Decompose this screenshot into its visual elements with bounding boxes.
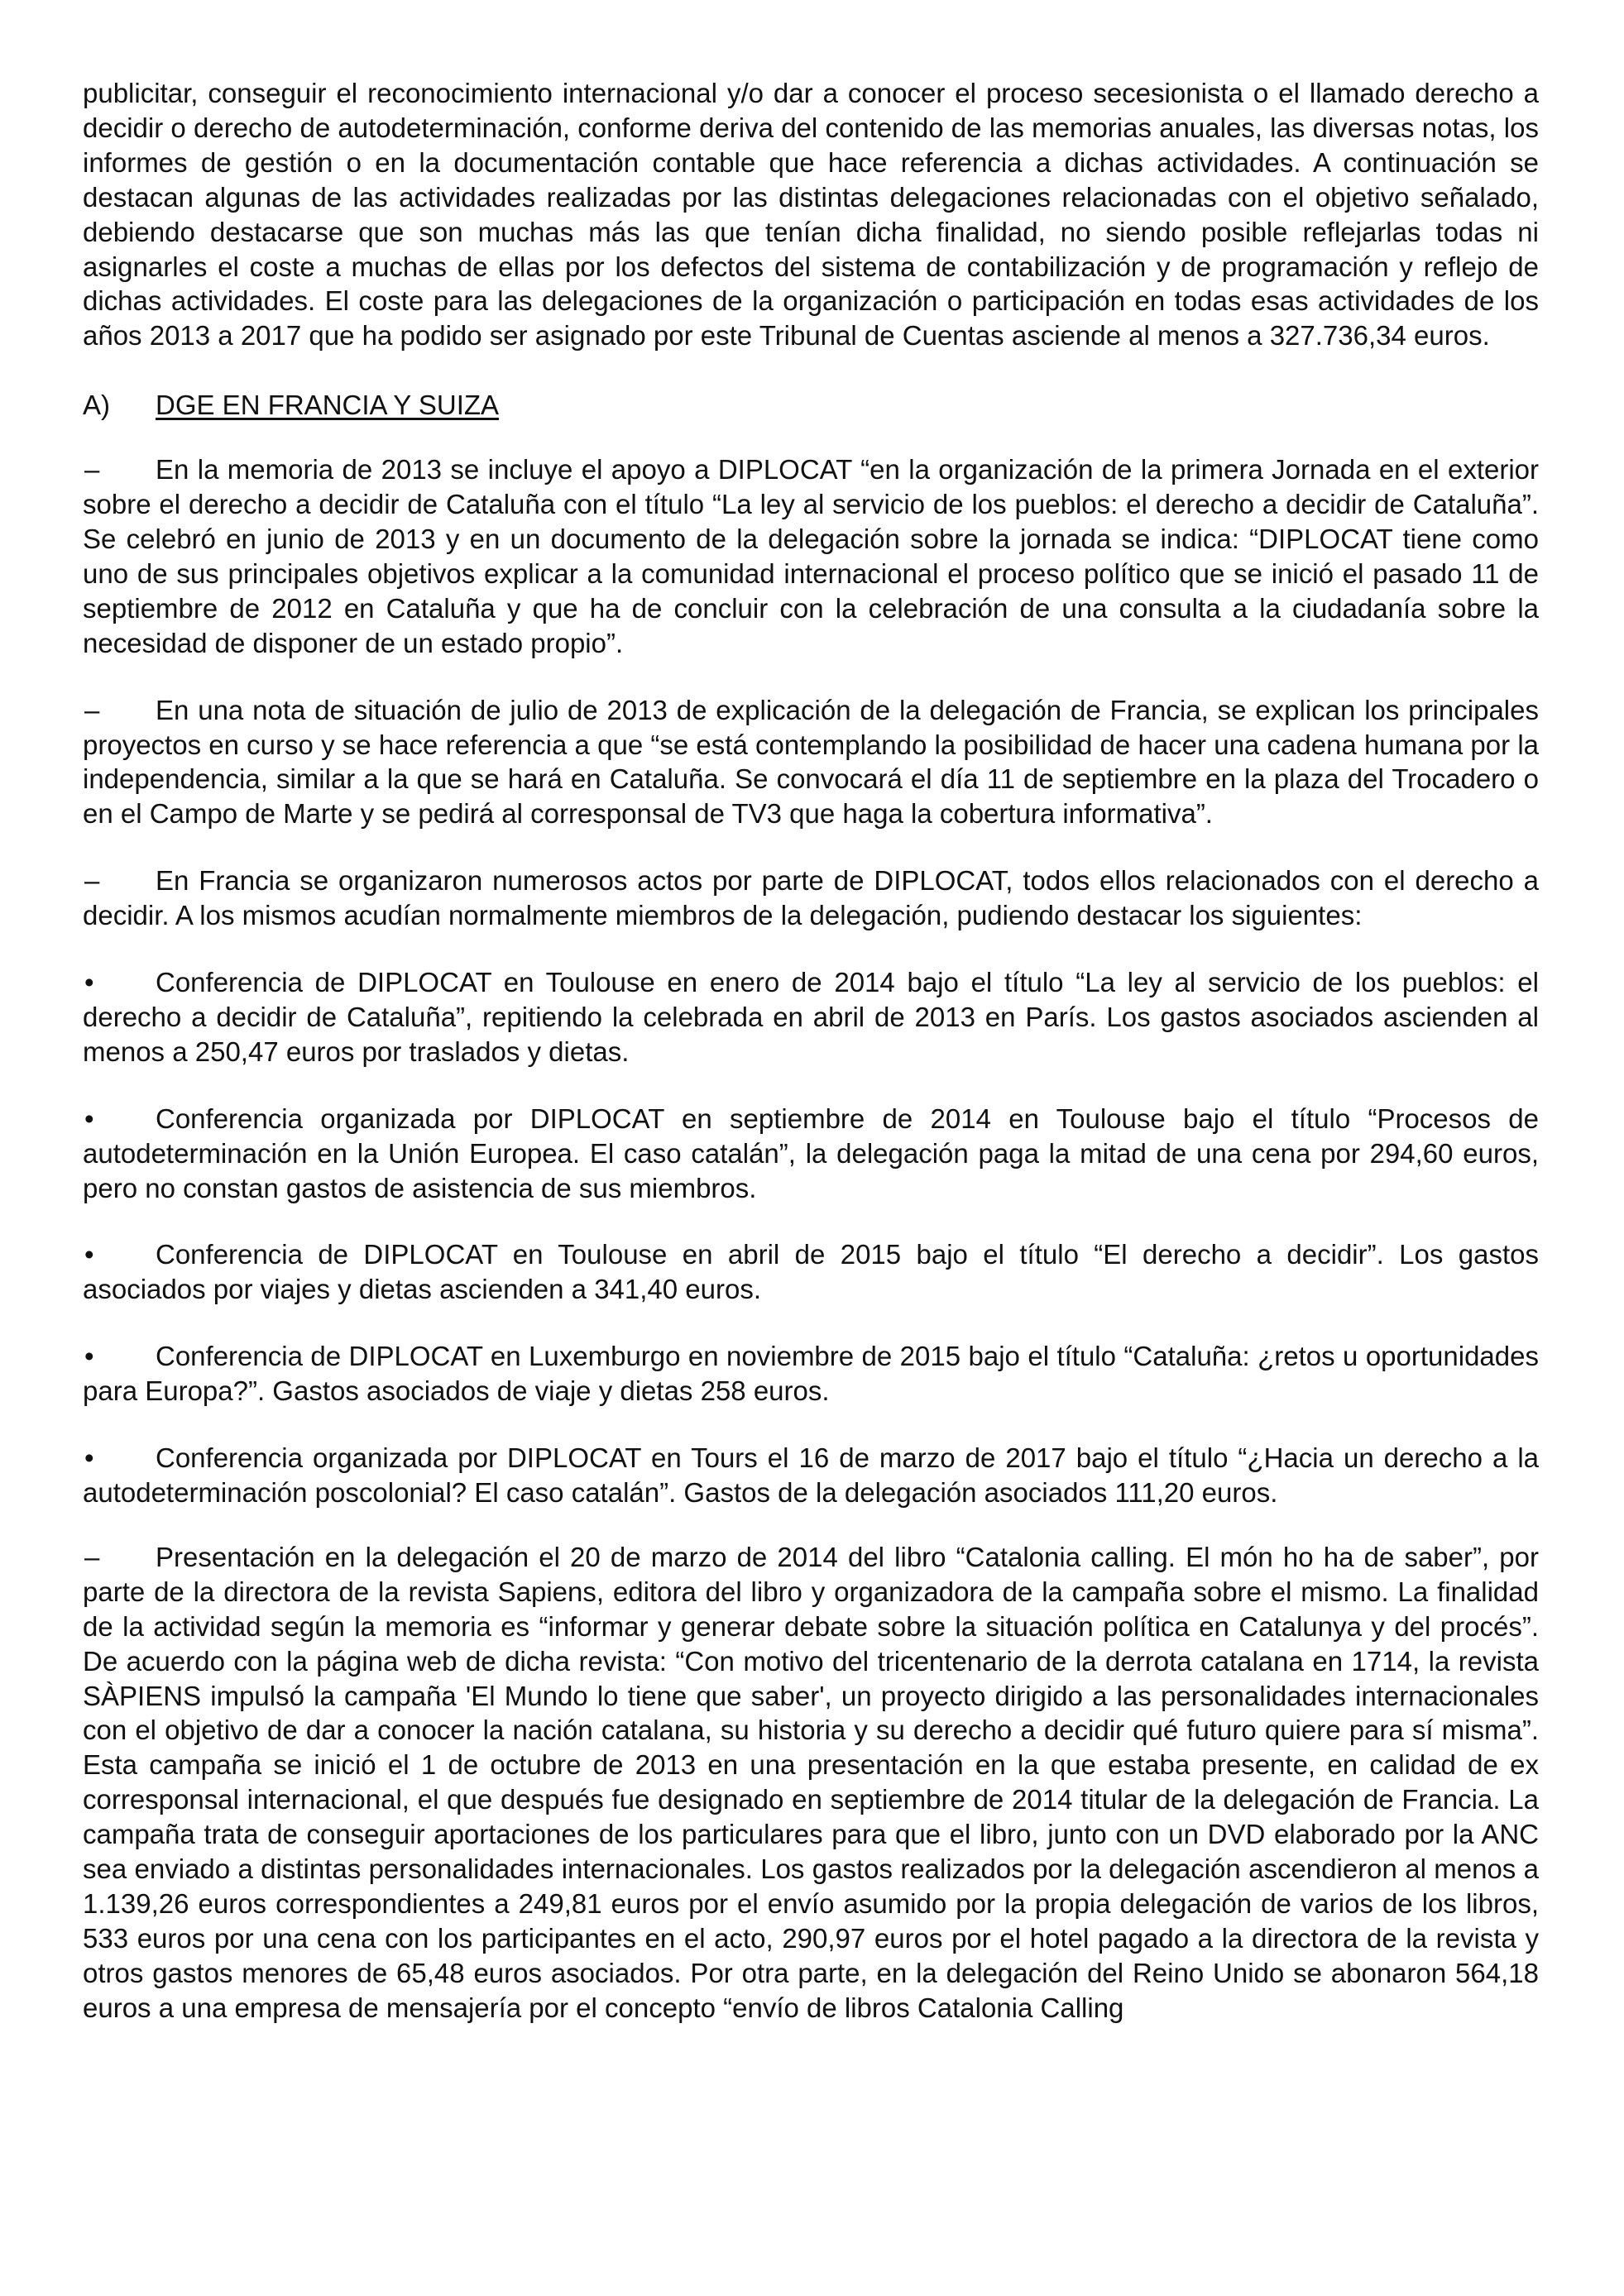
bullet-item-text: Conferencia de DIPLOCAT en Toulouse en enero de 2014 bajo el título “La ley al servicio de los pueblos: el derecho a decidir de Cataluña”, repitiendo la celebrada en abril de 2013 en París. Los gastos asociados ascienden al menos a 250,47 euros por traslados y dietas.: [83, 967, 1539, 1067]
bullet-marker: •: [84, 1103, 94, 1134]
dash-marker: –: [84, 1541, 100, 1572]
dash-item-2: [83, 693, 1539, 832]
dash-marker: –: [84, 454, 100, 486]
bullet-marker: •: [84, 1239, 94, 1270]
dash-item-1: [83, 452, 1539, 660]
bullet-item-text: Conferencia de DIPLOCAT en Luxemburgo en noviembre de 2015 bajo el título “Cataluña: ¿retos u oportunidades para Europa?”. Gastos asociados de viaje y dietas 258 euros.: [83, 1341, 1539, 1407]
dash-marker: –: [84, 694, 100, 725]
section-title: DGE EN FRANCIA Y SUIZA: [156, 390, 500, 421]
bullet-marker: •: [84, 1442, 94, 1474]
dash-item-text: En una nota de situación de julio de 2013 de explicación de la delegación de Francia, se explican los principales proyectos en curso y se hace referencia a que “se está contemplando la posibilidad de hacer una cadena humana por la independencia, similar a la que se hará en Cataluña. Se convocará el día 11 de septiembre en la plaza del Trocadero o en el Campo de Marte y se pedirá al corresponsal de TV3 que haga la cobertura informativa”.: [83, 694, 1539, 830]
section-letter: A): [83, 390, 110, 421]
bullet-item-4: [83, 1339, 1539, 1409]
dash-item-text: Presentación en la delegación el 20 de marzo de 2014 del libro “Catalonia calling. El món ho ha de saber”, por parte de la directora de la revista Sapiens, editora del libro y organizadora de la campaña sobre el mismo. La finalidad de la actividad según la memoria es “informar y generar debate sobre la situación política en Catalunya y del procés”. De acuerdo con la página web de dicha revista: “Con motivo del tricentenario de la derrota catalana en 1714, la revista SÀPIENS impulsó la campaña 'El Mundo lo tiene que saber', un proyecto dirigido a las personalidades internacionales con el objetivo de dar a conocer la nación catalana, su historia y su derecho a decidir qué futuro quiere para sí misma”. Esta campaña se inició el 1 de octubre de 2013 en una presentación en la que estaba presente, en calidad de ex corresponsal internacional, el que después fue designado en septiembre de 2014 titular de la delegación de Francia. La campaña trata de conseguir aportaciones de los particulares para que el libro, junto con un DVD elaborado por la ANC sea enviado a distintas personalidades internacionales. Los gastos realizados por la delegación ascendieron al menos a 1.139,26 euros correspondientes a 249,81 euros por el envío asumido por la propia delegación de varios de los libros, 533 euros por una cena con los participantes en el acto, 290,97 euros por el hotel pagado a la directora de la revista y otros gastos menores de 65,48 euros asociados. Por otra parte, en la delegación del Reino Unido se abonaron 564,18 euros a una empresa de mensajería por el concepto “envío de libros Catalonia Calling: [83, 1541, 1539, 2023]
intro-paragraph: publicitar, conseguir el reconocimiento internacional y/o dar a conocer el proceso secesionista o el llamado derecho a decidir o derecho de autodeterminación, conforme deriva del contenido de las memorias anuales, las diversas notas, los informes de gestión o en la documentación contable que hace referencia a dichas actividades. A continuación se destacan algunas de las actividades realizadas por las distintas delegaciones relacionadas con el objetivo señalado, debiendo destacarse que son muchas más las que tenían dicha finalidad, no siendo posible reflejarlas todas ni asignarles el coste a muchas de ellas por los defectos del sistema de contabilización y de programación y reflejo de dichas actividades. El coste para las delegaciones de la organización o participación en todas esas actividades de los años 2013 a 2017 que ha podido ser asignado por este Tribunal de Cuentas asciende al menos a 327.736,34 euros.: [83, 78, 1539, 352]
dash-item-text: En la memoria de 2013 se incluye el apoyo a DIPLOCAT “en la organización de la primera Jornada en el exterior sobre el derecho a decidir de Cataluña con el título “La ley al servicio de los pueblos: el derecho a decidir de Cataluña”. Se celebró en junio de 2013 y en un documento de la delegación sobre la jornada se indica: “DIPLOCAT tiene como uno de sus principales objetivos explicar a la comunidad internacional el proceso político que se inició el pasado 11 de septiembre de 2012 en Cataluña y que ha de concluir con la celebración de una consulta a la ciudadanía sobre la necesidad de disponer de un estado propio”.: [83, 454, 1539, 658]
dash-marker: –: [84, 865, 100, 897]
dash-item-3: [83, 863, 1539, 933]
section-heading: [83, 388, 1539, 423]
bullet-item-text: Conferencia de DIPLOCAT en Toulouse en abril de 2015 bajo el título “El derecho a decidir”. Los gastos asociados por viajes y dietas ascienden a 341,40 euros.: [83, 1239, 1539, 1305]
bullet-item-text: Conferencia organizada por DIPLOCAT en Tours el 16 de marzo de 2017 bajo el título “¿Hacia un derecho a la autodeterminación poscolonial? El caso catalán”. Gastos de la delegación asociados 111,20 euros.: [83, 1442, 1539, 1508]
dash-item-4: [83, 1540, 1539, 2026]
bullet-marker: •: [84, 1341, 94, 1372]
bullet-item-1: [83, 965, 1539, 1069]
dash-item-text: En Francia se organizaron numerosos actos por parte de DIPLOCAT, todos ellos relacionados con el derecho a decidir. A los mismos acudían normalmente miembros de la delegación, pudiendo destacar los siguientes:: [83, 865, 1539, 931]
bullet-item-5: [83, 1441, 1539, 1510]
bullet-item-3: [83, 1237, 1539, 1307]
document-page: [83, 76, 1539, 2026]
bullet-item-text: Conferencia organizada por DIPLOCAT en septiembre de 2014 en Toulouse bajo el título “Procesos de autodeterminación en la Unión Europea. El caso catalán”, la delegación paga la mitad de una cena por 294,60 euros, pero no constan gastos de asistencia de sus miembros.: [83, 1103, 1539, 1203]
bullet-item-2: [83, 1102, 1539, 1206]
bullet-marker: •: [84, 967, 94, 998]
